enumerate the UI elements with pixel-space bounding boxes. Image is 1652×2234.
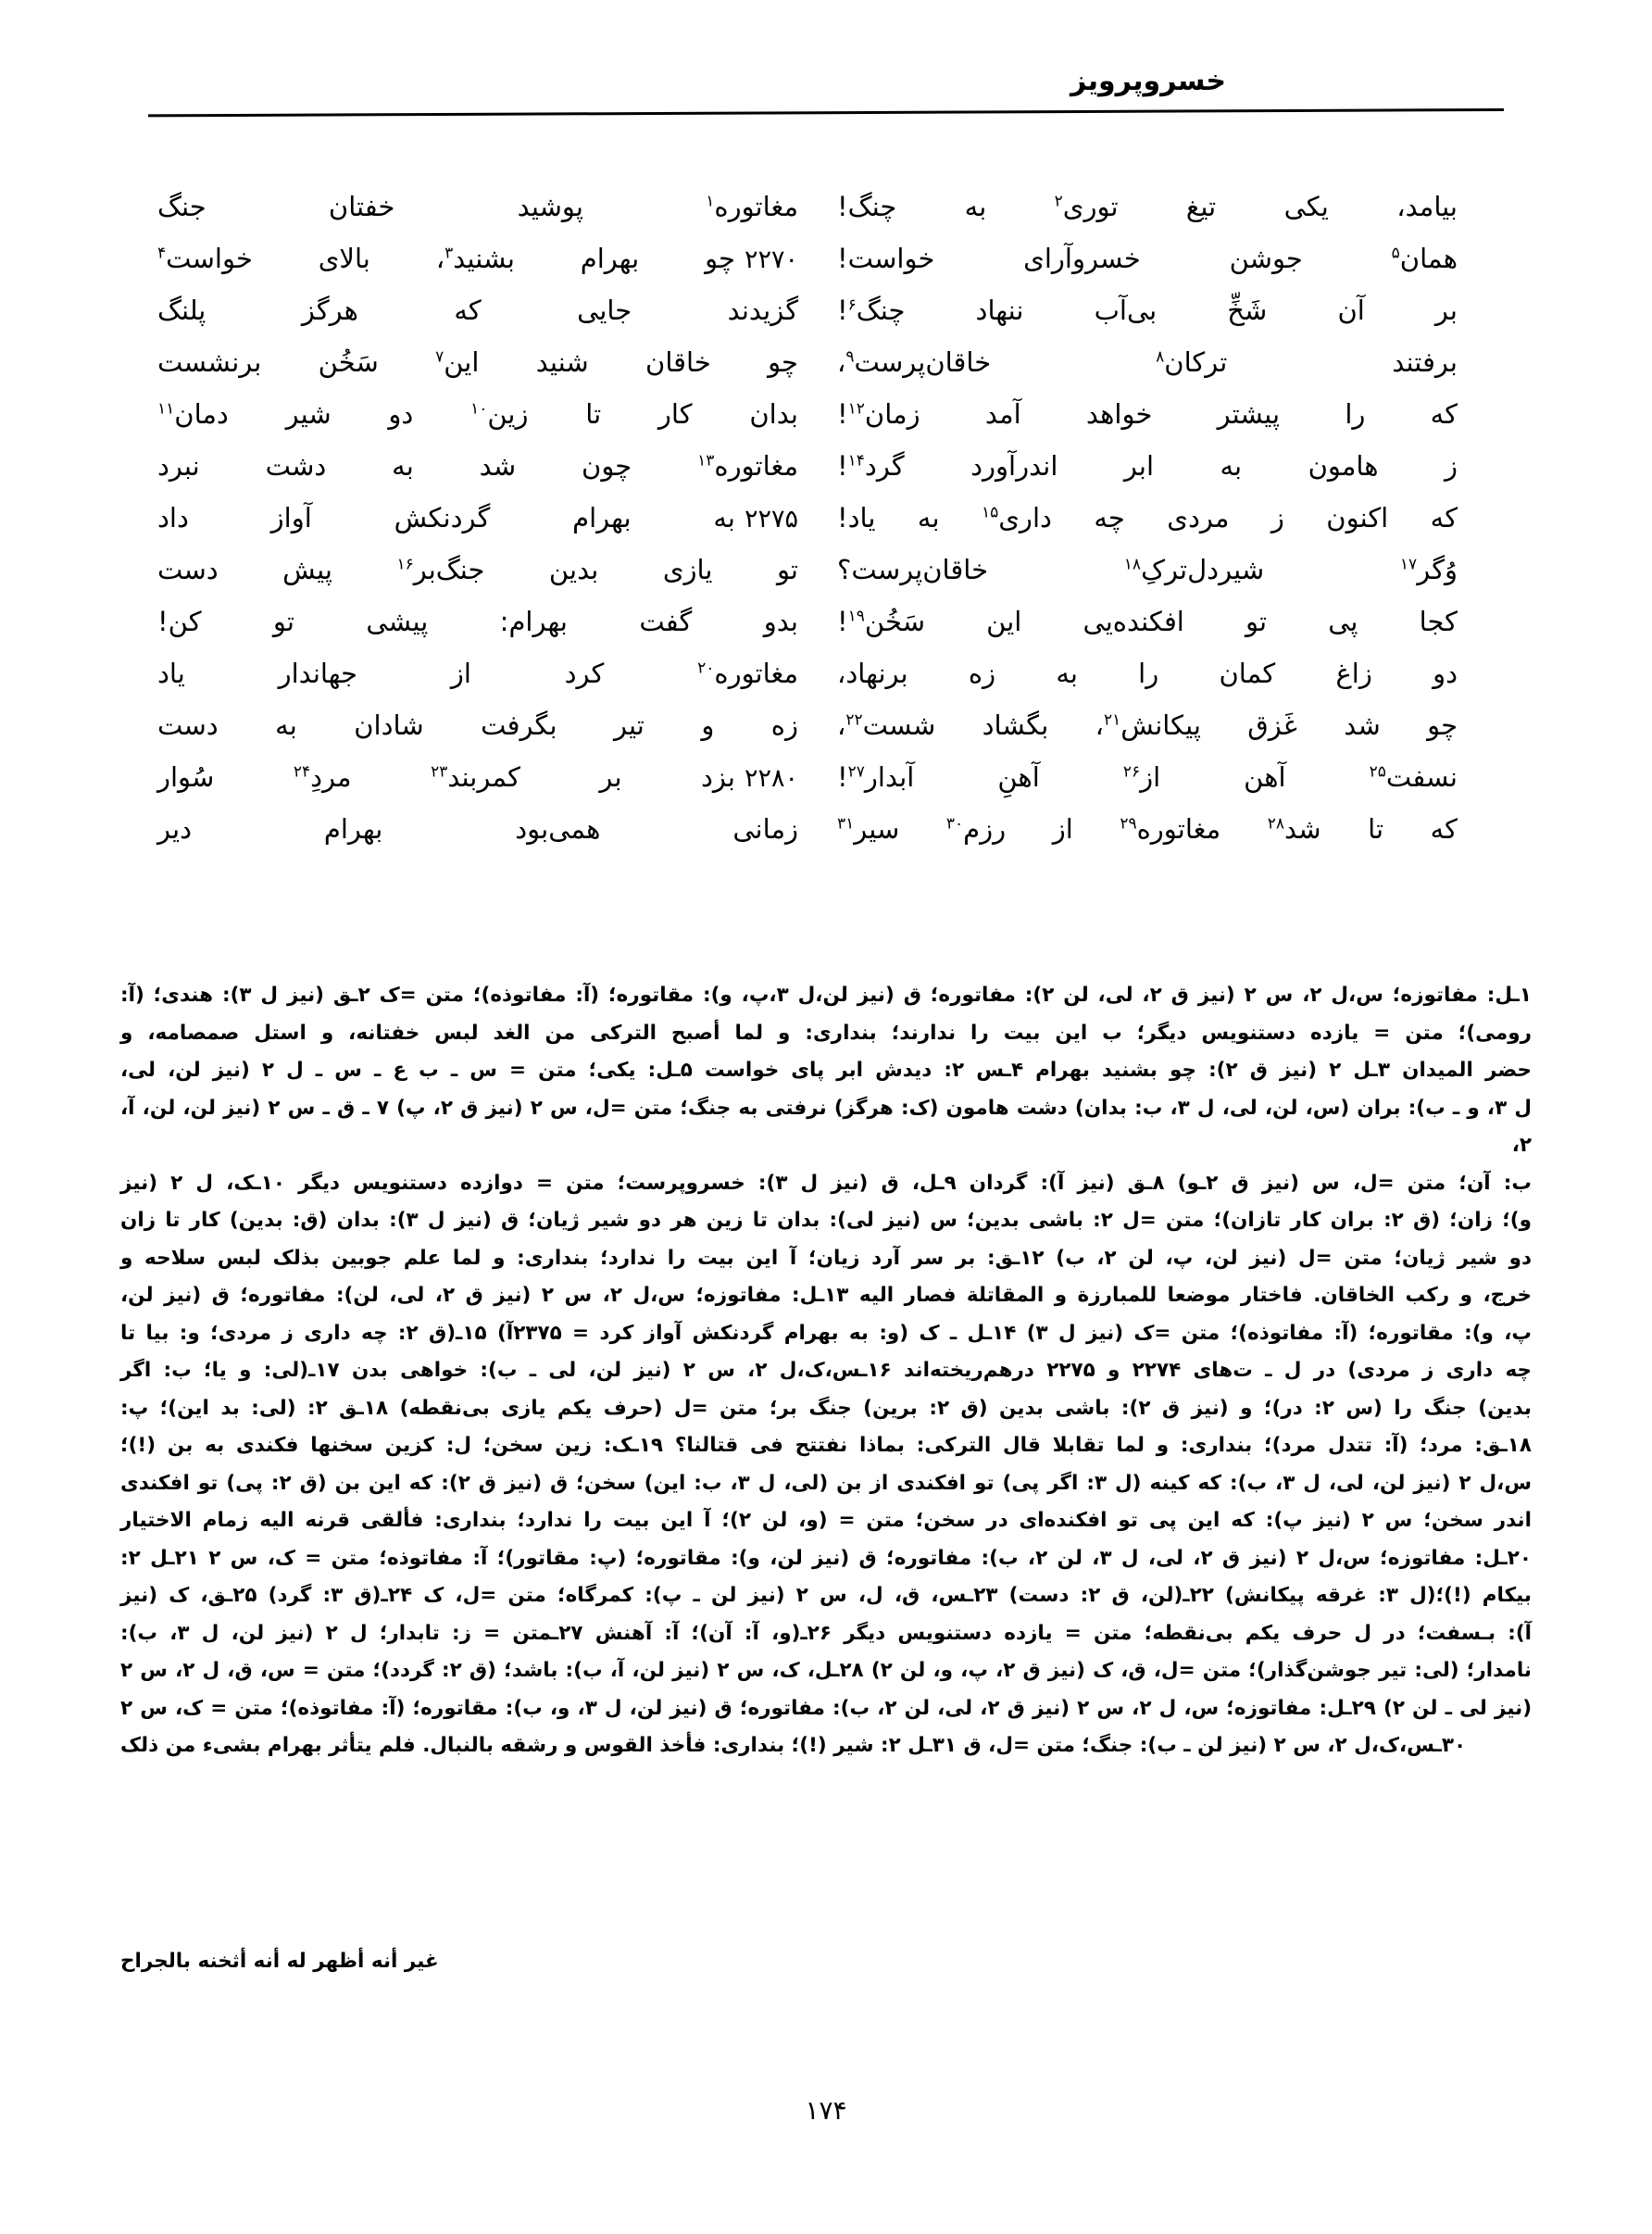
apparatus-line: بیکام (!)؛(ل ۳: غرقه پیکانش) ۲۲ـ(لن، ق ۲: دست) ۲۳ـس، ق، ل، س ۲ (نیز لن ـ پ): کمرگاه؛ متن =ل، ک ۲۴ـ(ق ۳: گرد) ۲۵ـق، ک (نیز (120, 1584, 1532, 1607)
header-rule (148, 108, 1504, 117)
verse-line (157, 492, 1495, 544)
hemistich-second (826, 751, 1495, 803)
hemistich-text: مغاتوره$^{۲۰}$ کرد از جهاندار یاد (157, 658, 798, 689)
verse-line (157, 699, 1495, 751)
apparatus-line: حضر المیدان ۳ـل ۲ (نیز ق ۲): چو بشنید بهرام ۴ـس ۲: دیدش ابر پای خواست ۵ـل: یکی؛ متن = س ـ ب ع ـ س ـ ل ۲ (نیز لن، لی، (120, 1059, 1532, 1082)
hemistich-first (157, 284, 826, 336)
apparatus-line: ب: آن؛ متن =ل، س (نیز ق ۲ـو) ۸ـق (نیز آ): گردان ۹ـل، ق (نیز ل ۳): خسروپرست؛ متن = دوازده دستنویس دیگر ۱۰ـک، ل ۲ (نیز (120, 1171, 1533, 1195)
hemistich-first (157, 751, 826, 805)
hemistich-text: که را پیشتر خواهد آمد زمان$^{۱۲}$! (837, 398, 1458, 430)
hemistich-text: برفتند ترکان$^۸$ خاقان‌پرست$^۹$، (837, 346, 1458, 378)
hemistich-second (826, 284, 1495, 336)
verse-line (157, 388, 1495, 440)
hemistich-text: چو شد غَزق پیکانش$^{۲۱}$، بگشاد شست$^{۲۲}$، (837, 709, 1458, 741)
apparatus-line: ل ۳، و ـ ب): بران (س، لن، لی، ل ۳، ب: بدان) دشت هامون (ک: هرگز) نرفتی به جنگ؛ متن =ل، س ۲ (نیز ق ۲، پ) ۷ ـ ق ـ س ۲ (نیز لن، لن، آ، ۲، (120, 1096, 1532, 1157)
verse-line (157, 284, 1495, 336)
page-number: ۱۷۴ (805, 2095, 847, 2126)
verse-line (157, 751, 1495, 803)
hemistich-text: چو خاقان شنید این$^۷$ سَخُن برنشست (157, 346, 798, 378)
hemistich-text: که اکنون ز مردی چه داری$^{۱۵}$ به یاد! (837, 502, 1458, 533)
apparatus-line: نامدار؛ (لی: تیر جوشن‌گذار)؛ متن =ل، ق، ک (نیز ق ۲، پ، و، لن ۲) ۲۸ـل، ک، س ۲ (نیز لن، آ، ب): باشد؛ (ق ۲: گردد)؛ متن = س، ق، ل ۲، س ۲ (120, 1659, 1532, 1682)
hemistich-first (157, 647, 826, 699)
hemistich-text: تو یازی بدین جنگ‌بر$^{۱۶}$ پیش دست (157, 554, 799, 585)
hemistich-first (157, 336, 826, 388)
verse-block (157, 181, 1495, 855)
hemistich-text: ز هامون به ابر اندرآورد گرد$^{۱۴}$! (837, 450, 1458, 482)
hemistich-text: بیامد، یکی تیغ توری$^۲$ به چنگ! (837, 191, 1458, 222)
apparatus-line: ۲۰ـل: مفاتوزه؛ س،ل ۲ (نیز ق ۲، لی، ل ۳، لن ۲، ب): مفاتوره؛ ق (نیز لن، و): مقاتوره؛ (پ: مقاتور)؛ آ: مفاتوذه؛ متن = ک، س ۲ ۲۱ـل ۲: (120, 1546, 1532, 1570)
hemistich-first (157, 388, 826, 440)
hemistich-second (826, 232, 1495, 284)
hemistich-first (157, 232, 826, 286)
hemistich-second (826, 492, 1495, 544)
verse-line (157, 336, 1495, 388)
hemistich-second (826, 181, 1495, 232)
running-title: خسروپرویز (1070, 65, 1226, 97)
apparatus-line: ۳۰ـس،ک،ل ۲، س ۲ (نیز لن ـ ب): جنگ؛ متن =ل، ق ۳۱ـل ۲: شیر (!)؛ بنداری: فأخذ القوس و رشقه بالنبال. فلم یتأثر بهرام بشیء من ذلک (120, 1734, 1467, 1757)
hemistich-second (826, 544, 1495, 596)
hemistich-first (157, 803, 826, 855)
apparatus-tail: غیر أنه أظهر له أنه أثخنه بالجراح (120, 1950, 439, 1973)
hemistich-second (826, 803, 1495, 855)
hemistich-second (826, 647, 1495, 699)
apparatus-line: (نیز لی ـ لن ۲) ۲۹ـل: مفاتوزه؛ س، ل ۲، س ۲ (نیز ق ۲، لی، لن ۲، ب): مفاتوره؛ ق (نیز لن، ل ۳، و، ب): مقاتوره؛ (آ: مفاتوذه)؛ متن = ک، س ۲ (120, 1696, 1533, 1720)
apparatus-line: دو شیر ژیان؛ متن =ل (نیز لن، پ، لن ۲، ب) ۱۲ـق: بر سر آرد زیان؛ آ این بیت را ندارد؛ بنداری: و لما علم جوبین بذلک لبس سلاحه و (120, 1246, 1532, 1270)
hemistich-first (157, 699, 826, 751)
hemistich-text: کجا پی تو افکنده‌یی این سَخُن$^{۱۹}$! (837, 606, 1458, 637)
apparatus-line: و)؛ زان؛ (ق ۲: بران کار تازان)؛ متن =ل ۲: باشی بدین؛ س (نیز لی): بدان تا زین هر دو شیر ژیان؛ ق (نیز ل ۳): بدان (ق: بدین) کار تا زان (120, 1209, 1532, 1232)
hemistich-text: مغاتوره$^۱$ پوشید خفتان جنگ (157, 191, 798, 222)
hemistich-first (157, 440, 826, 492)
hemistich-second (826, 336, 1495, 388)
verse-line (157, 647, 1495, 699)
hemistich-text: بر آن شَخِّ بی‌آب ننهاد چنگ$^۶$! (837, 295, 1458, 326)
verse-line (157, 232, 1495, 284)
hemistich-text: مغاتوره$^{۱۳}$ چون شد به دشت نبرد (157, 450, 798, 482)
bayt-number: ۲۲۸۰ (745, 764, 799, 793)
hemistich-second (826, 388, 1495, 440)
hemistich-text: ۲۲۸۰بزد بر کمربند$^{۲۳}$ مردِ$^{۲۴}$ سُوار (157, 761, 799, 793)
apparatus-line: آ): بـسفت؛ در ل حرف یکم بی‌نقطه؛ متن = یازده دستنویس دیگر ۲۶ـ(و، آ: آن)؛ آ: آهنش ۲۷ـمتن = ز: تابدار؛ ل ۲ (نیز لن، ل ۳، ب): (120, 1621, 1533, 1645)
hemistich-second (826, 699, 1495, 751)
hemistich-text: بدو گفت بهرام: پیشی تو کن! (157, 606, 798, 637)
hemistich-first (157, 181, 826, 232)
hemistich-text: ۲۲۷۰چو بهرام بشنید$^۳$، بالای خواست$^۴$ (157, 243, 799, 274)
critical-apparatus (120, 977, 1532, 1765)
apparatus-line: س،ل ۲ (نیز لن، لی، ل ۳، ب): که کینه (ل ۳: اگر پی) تو افکندی از بن (لی، ل ۳، ب: این) سخن؛ ق (نیز ق ۲): که این بن (ق ۲: پی) تو افکندی (120, 1471, 1532, 1495)
hemistich-first (157, 492, 826, 546)
apparatus-line: بدین) جنگ را (س ۲: در)؛ و (نیز ق ۲): باشی بدین (ق ۲: برین) جنگ بر؛ متن =ل (حرف یکم یازی بی‌نقطه) ۱۸ـق ۲: (لی: بد این)؛ پ: (120, 1396, 1532, 1420)
hemistich-text: زمانی همی‌بود بهرام دیر (157, 813, 798, 845)
hemistich-text: ۲۲۷۵به بهرام گردنکش آواز داد (157, 502, 798, 533)
verse-line (157, 181, 1495, 232)
apparatus-line: اندر سخن؛ س ۲ (نیز پ): که این پی تو افکنده‌ای در سخن؛ متن = (و، لن ۲)؛ آ این بیت را ندارد؛ بنداری: فألقی قرنه الیه زمام الاختیار (120, 1509, 1532, 1532)
apparatus-line: چه داری ز مردی) در ل ـ ت‌های ۲۲۷۴ و ۲۲۷۵ درهم‌ریخته‌اند ۱۶ـس،ک،ل ۲، س ۲ (نیز لن، لی ـ ب): خواهی بدن ۱۷ـ(لی: و یا؛ ب: اگر (120, 1359, 1532, 1382)
hemistich-text: دو زاغ کمان را به زه برنهاد، (837, 658, 1458, 689)
verse-line (157, 440, 1495, 492)
hemistich-text: زه و تیر بگرفت شادان به دست (157, 709, 798, 741)
apparatus-line: خرج، و رکب الخاقان. فاختار موضعا للمبارزة و المقاتلة فصار الیه ۱۳ـل: مفاتوزه؛ س،ل ۲، س ۲ (نیز ق ۲، لی، لن): مفاتوره؛ ق (نیز لن، (120, 1284, 1532, 1307)
hemistich-text: گزیدند جایی که هرگز پلنگ (157, 295, 798, 326)
hemistich-text: همان$^۵$ جوشن خسروآرای خواست! (837, 243, 1458, 274)
verse-line (157, 544, 1495, 596)
apparatus-line: ۱ـل: مفاتوزه؛ س،ل ۲، س ۲ (نیز ق ۲، لی، لن ۲): مفاتوره؛ ق (نیز لن،ل ۳،پ، و): مقاتوره؛ (آ: مفاتوذه)؛ متن =ک ۲ـق (نیز ل ۳): هندی؛ (آ: (120, 984, 1533, 1007)
page-header (148, 65, 1504, 120)
hemistich-text: نسفت$^{۲۵}$ آهن از$^{۲۶}$ آهنِ آبدار$^{۲۷}$! (837, 761, 1458, 793)
bayt-number: ۲۲۷۰ (745, 245, 799, 274)
apparatus-line: رومی)؛ متن = یازده دستنویس دیگر؛ ب این بیت را ندارند؛ بنداری: و لما أصبح الترکی من الغد لبس خفتانه، و استل صمصامه، و (120, 1021, 1532, 1045)
hemistich-first (157, 596, 826, 647)
apparatus-line: ۱۸ـق: مرد؛ (آ: تتدل مرد)؛ بنداری: و لما تقابلا قال الترکی: بماذا نفتتح فی قتالنا؟ ۱۹ـک: زین سخن؛ ل: کزین سخنها فکندی به بن (!)؛ (120, 1434, 1532, 1457)
verse-line (157, 803, 1495, 855)
hemistich-first (157, 544, 826, 596)
hemistich-second (826, 596, 1495, 647)
hemistich-text: که تا شد$^{۲۸}$ مغاتوره$^{۲۹}$ از رزم$^{۳۰}$ سیر$^{۳۱}$ (837, 813, 1458, 845)
bayt-number: ۲۲۷۵ (744, 505, 798, 533)
hemistich-text: بدان کار تا زین$^{۱۰}$ دو شیر دمان$^{۱۱}$ (157, 398, 798, 430)
hemistich-text: وُگر$^{۱۷}$ شیردل‌ترکِ$^{۱۸}$ خاقان‌پرست؟ (837, 554, 1458, 585)
hemistich-second (826, 440, 1495, 492)
apparatus-line: پ، و): مقاتوره؛ (آ: مفاتوذه)؛ متن =ک (نیز ل ۳) ۱۴ـل ـ ک (و: به بهرام گردنکش آواز کرد = ۲۳۷۵آ) ۱۵ـ(ق ۲: چه داری ز مردی؛ و: بیا تا (120, 1321, 1532, 1345)
verse-line (157, 596, 1495, 647)
